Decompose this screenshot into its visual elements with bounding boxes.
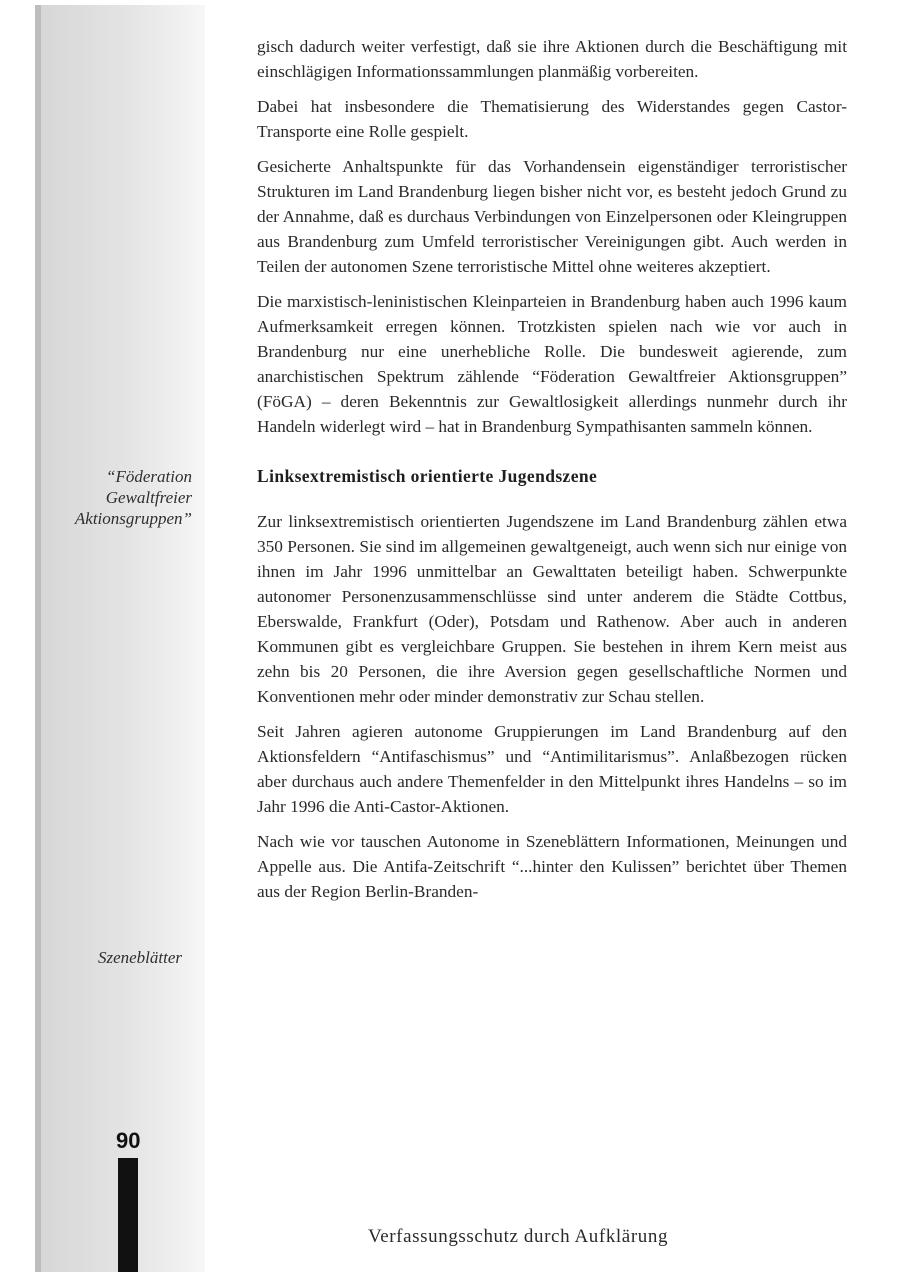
- margin-note-szeneblaetter: Szeneblätter: [97, 948, 182, 967]
- page-footer: Verfassungsschutz durch Aufklärung: [368, 1226, 669, 1247]
- paragraph: Die marxistisch-leninistischen Kleinparteien in Brandenburg haben auch 1996 kaum Aufmerksamkeit erregen können. Trotzkisten spielen nach wie vor auch in Brandenburg nur eine unerhebliche Rolle. Die bundesweit agierende, zum anarchistischen Spektrum zählende “Föderation Gewaltfreier Aktionsgruppen” (FöGA) – deren Bekenntnis zur Gewaltlosigkeit allerdings nunmehr durch ihr Handeln widerlegt wird – hat in Brandenburg Sympathisanten sammeln können.: [257, 292, 847, 436]
- page-number-bar: [118, 1158, 138, 1272]
- margin-note-foega: “Föderation Gewaltfreier Aktionsgruppen”: [74, 467, 192, 528]
- paragraph: Dabei hat insbesondere die Thematisierung des Widerstandes gegen Castor-Transporte eine Rolle gespielt.: [257, 97, 847, 141]
- section-heading: Linksextremistisch orientierte Jugendszene: [257, 466, 598, 486]
- paragraph: Gesicherte Anhaltspunkte für das Vorhandensein eigenständiger terroristischer Strukturen im Land Brandenburg liegen bisher nicht vor, es besteht jedoch Grund zu der Annahme, daß es durchaus Verbindungen von Einzelpersonen oder Kleingruppen aus Brandenburg zum Umfeld terroristischer Vereinigungen gibt. Auch werden in Teilen der autonomen Szene terroristische Mittel ohne weiteres akzeptiert.: [257, 157, 847, 276]
- page-number: 90: [116, 1128, 141, 1153]
- paragraph: Nach wie vor tauschen Autonome in Szeneblättern Informationen, Meinungen und Appelle aus. Die Antifa-Zeitschrift “...hinter den Kulissen” berichtet über Themen aus der Region Berlin-Branden-: [257, 832, 847, 901]
- page-sidebar: [35, 5, 205, 1272]
- paragraph: Seit Jahren agieren autonome Gruppierungen im Land Brandenburg auf den Aktionsfeldern “Antifaschismus” und “Antimilitarismus”. Anlaßbezogen rücken aber durchaus auch andere Themenfelder in den Mittelpunkt ihres Handelns – so im Jahr 1996 die Anti-Castor-Aktionen.: [257, 722, 847, 816]
- paragraph: Zur linksextremistisch orientierten Jugendszene im Land Brandenburg zählen etwa 350 Personen. Sie sind im allgemeinen gewaltgeneigt, auch wenn sich nur einige von ihnen im Jahr 1996 unmittelbar an Gewalttaten beteiligt haben. Schwerpunkte autonomer Personenzusammenschlüsse sind unter anderem die Städte Cottbus, Eberswalde, Frankfurt (Oder), Potsdam und Rathenow. Aber auch in anderen Kommunen gibt es vergleichbare Gruppen. Sie bestehen in ihrem Kern meist aus zehn bis 20 Personen, die ihre Aversion gegen gesellschaftliche Normen und Konventionen mehr oder minder demonstrativ zur Schau stellen.: [257, 512, 847, 706]
- paragraph: gisch dadurch weiter verfestigt, daß sie ihre Aktionen durch die Beschäftigung mit einschlägigen Informationssammlungen planmäßig vorbereiten.: [257, 37, 847, 81]
- body-text: [257, 34, 847, 914]
